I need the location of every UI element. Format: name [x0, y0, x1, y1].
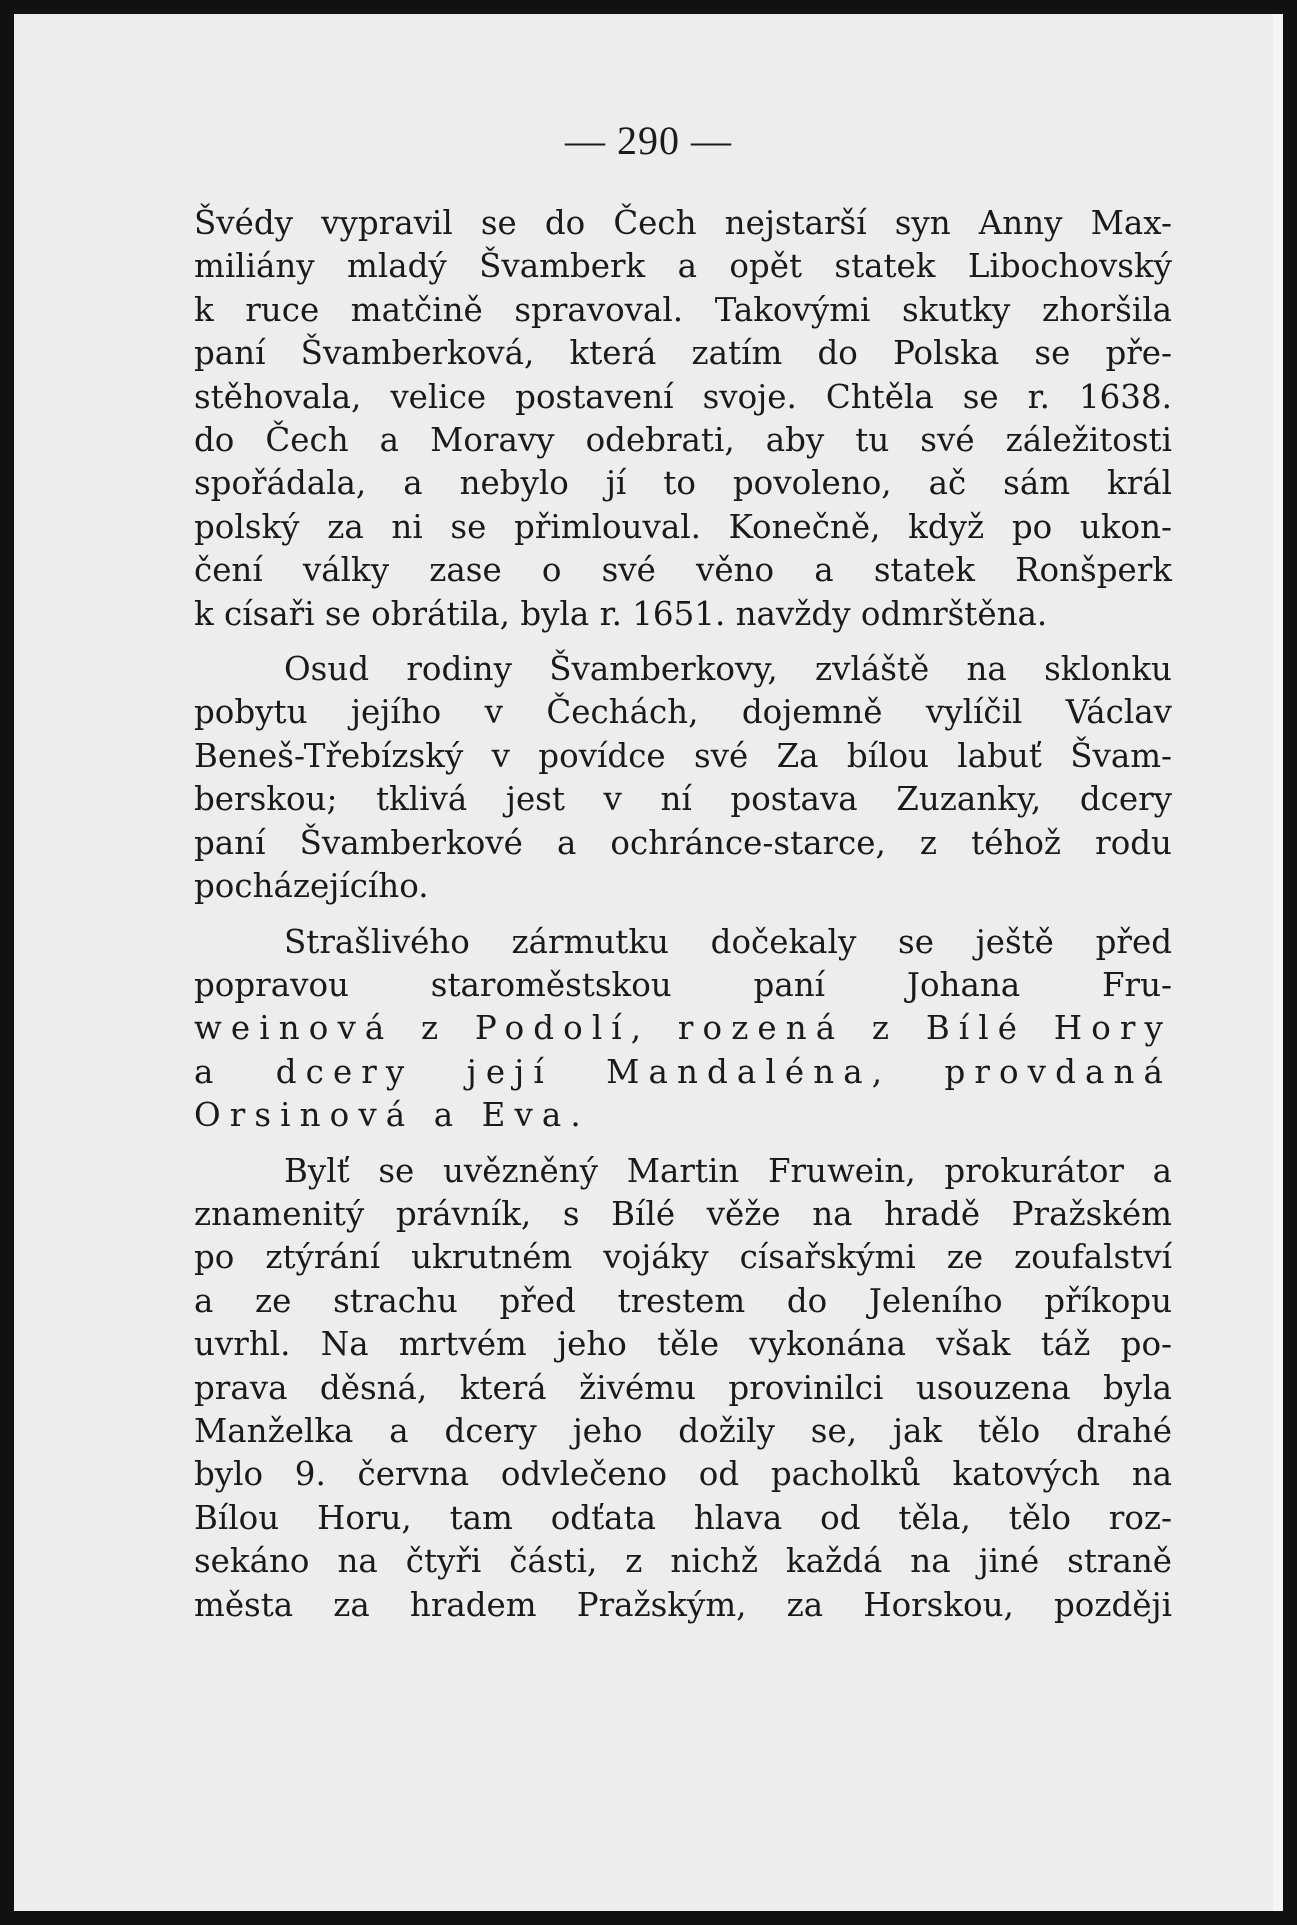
text-line: Švédy vypravil se do Čech nejstarší syn Anny Max- — [194, 204, 1172, 242]
text-line: znamenitý právník, s Bílé věže na hradě Pražském — [194, 1194, 1172, 1233]
text-line: do Čech a Moravy odebrati, aby tu své záležitosti — [194, 421, 1172, 460]
text-line: stěhovala, velice postavení svoje. Chtěla se r. 1638. — [194, 377, 1172, 416]
paragraph-4 — [194, 1150, 1172, 1627]
text-line: sekáno na čtyři části, z nichž každá na jiné straně — [194, 1542, 1172, 1581]
book-page — [14, 14, 1283, 1911]
text-line: Osud rodiny Švamberkovy, zvláště na sklonku — [284, 650, 1172, 689]
text-line: po ztýrání ukrutném vojáky císařskými ze zoufalství — [194, 1238, 1172, 1277]
text-line: čení války zase o své věno a statek Ronšperk — [194, 551, 1172, 590]
text-line: a ze strachu před trestem do Jeleního příkopu — [194, 1281, 1172, 1320]
text-line: miliány mladý Švamberk a opět statek Libochovský — [194, 247, 1172, 286]
text-line: paní Švamberkové a ochránce-starce, z téhož rodu — [194, 823, 1172, 862]
text-line: berskou; tklivá jest v ní postava Zuzanky, dcery — [194, 780, 1172, 819]
body-text — [194, 202, 1172, 1639]
text-line: k ruce matčině spravoval. Takovými skutky zhoršila — [194, 290, 1172, 329]
paragraph-1 — [194, 202, 1172, 636]
text-line: k císaři se obrátila, byla r. 1651. navždy odmrštěna. — [194, 594, 1048, 633]
text-line: uvrhl. Na mrtvém jeho těle vykonána však táž po- — [194, 1325, 1172, 1364]
text-line: Manželka a dcery jeho dožily se, jak tělo drahé — [194, 1411, 1172, 1450]
text-line: Strašlivého zármutku dočekaly se ještě před — [284, 922, 1172, 961]
text-line: polský za ni se přimlouval. Konečně, když po ukon- — [194, 507, 1172, 546]
text-line: popravou staroměstskou paní Johana Fru- — [194, 965, 1172, 1004]
page-number: — 290 — — [565, 118, 732, 163]
text-line: Beneš-Třebízský v povídce své Za bílou labuť Švam- — [194, 736, 1172, 775]
text-line: weinová z Podolí, rozená z Bílé Hory — [194, 1009, 1172, 1048]
text-line: pobytu jejího v Čechách, dojemně vylíčil Václav — [194, 693, 1172, 732]
text-line: bylo 9. června odvlečeno od pacholků katových na — [194, 1455, 1172, 1494]
paragraph-3 — [194, 921, 1172, 1138]
text-line: spořádala, a nebylo jí to povoleno, ač sám král — [194, 464, 1172, 503]
paragraph-2 — [194, 648, 1172, 908]
page-edge — [1273, 14, 1283, 1911]
text-line: Bylť se uvězněný Martin Fruwein, prokurátor a — [284, 1151, 1172, 1190]
text-line: paní Švamberková, která zatím do Polska se pře- — [194, 334, 1172, 373]
text-line: pocházejícího. — [194, 867, 429, 906]
text-line: Bílou Horu, tam odťata hlava od těla, tělo roz- — [194, 1498, 1172, 1537]
text-line: a dcery její Mandaléna, provdaná — [194, 1052, 1172, 1091]
text-line: Orsinová a Eva. — [194, 1096, 590, 1135]
text-line: prava děsná, která živému provinilci usouzena byla — [194, 1368, 1172, 1407]
text-line: města za hradem Pražským, za Horskou, později — [194, 1585, 1172, 1624]
